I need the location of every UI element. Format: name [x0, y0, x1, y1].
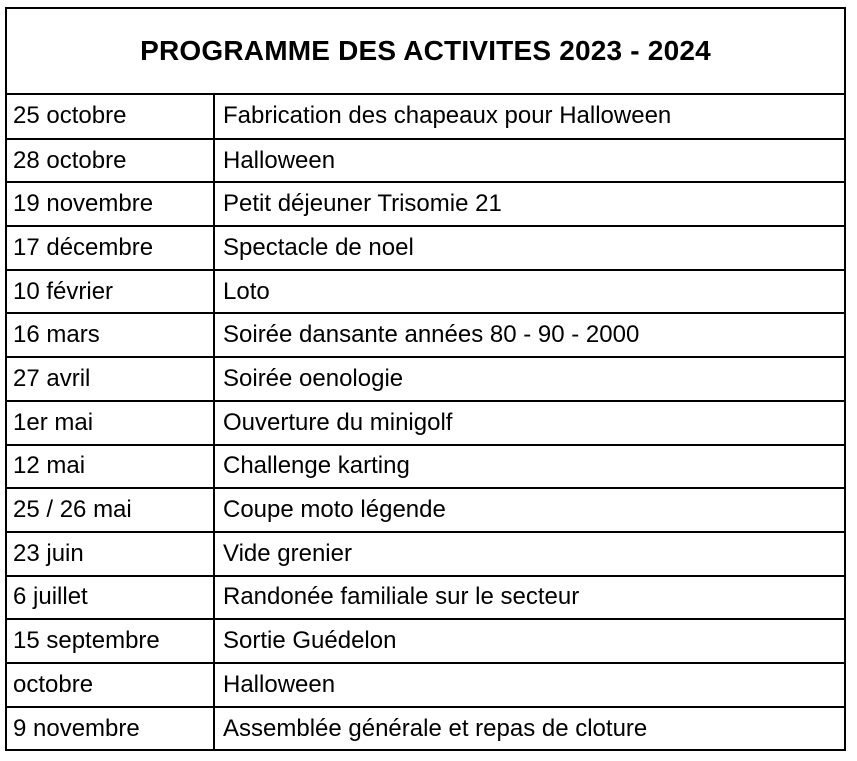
activity-cell: Vide grenier: [214, 532, 844, 576]
activity-cell: Soirée dansante années 80 - 90 - 2000: [214, 313, 844, 357]
date-cell: 1er mai: [7, 401, 214, 445]
title-row: [7, 9, 844, 95]
date-cell: 27 avril: [7, 357, 214, 401]
activity-cell: Ouverture du minigolf: [214, 401, 844, 445]
table-row: [7, 707, 844, 751]
table-row: [7, 663, 844, 707]
table-row: [7, 95, 844, 139]
date-cell: 17 décembre: [7, 226, 214, 270]
table-row: [7, 576, 844, 620]
date-cell: 28 octobre: [7, 139, 214, 183]
date-cell: 23 juin: [7, 532, 214, 576]
activity-cell: Fabrication des chapeaux pour Halloween: [223, 102, 672, 130]
activity-cell: Sortie Guédelon: [214, 619, 844, 663]
table-row: [7, 445, 844, 489]
table-row: [7, 182, 844, 226]
table-row: [7, 357, 844, 401]
date-cell: octobre: [7, 663, 214, 707]
activity-cell: Soirée oenologie: [214, 357, 844, 401]
table-row: [7, 270, 844, 314]
activities-programme-sheet: [5, 7, 846, 751]
activity-cell: Coupe moto légende: [214, 488, 844, 532]
table-row: [7, 139, 844, 183]
activity-cell: Assemblée générale et repas de cloture: [214, 707, 844, 751]
activity-cell: Randonée familiale sur le secteur: [214, 576, 844, 620]
table-row: [7, 619, 844, 663]
date-cell: 15 septembre: [7, 619, 214, 663]
activity-cell: Halloween: [214, 663, 844, 707]
date-cell: 25 / 26 mai: [7, 488, 214, 532]
activity-cell: Loto: [214, 270, 844, 314]
date-cell: 9 novembre: [7, 707, 214, 751]
table-row: [7, 488, 844, 532]
date-cell: 25 octobre: [7, 95, 214, 139]
page-title: PROGRAMME DES ACTIVITES 2023 - 2024: [140, 35, 711, 66]
table-row: [7, 226, 844, 270]
activities-table: [7, 95, 844, 750]
date-cell: 10 février: [7, 270, 214, 314]
activity-cell: Spectacle de noel: [214, 226, 844, 270]
table-row: [7, 401, 844, 445]
table-row: [7, 313, 844, 357]
activity-cell: Challenge karting: [214, 445, 844, 489]
activity-cell: Halloween: [214, 139, 844, 183]
date-cell: 19 novembre: [7, 182, 214, 226]
activity-cell: Petit déjeuner Trisomie 21: [214, 182, 844, 226]
date-cell: 6 juillet: [7, 576, 214, 620]
table-row: [7, 532, 844, 576]
date-cell: 12 mai: [7, 445, 214, 489]
date-cell: 16 mars: [7, 313, 214, 357]
